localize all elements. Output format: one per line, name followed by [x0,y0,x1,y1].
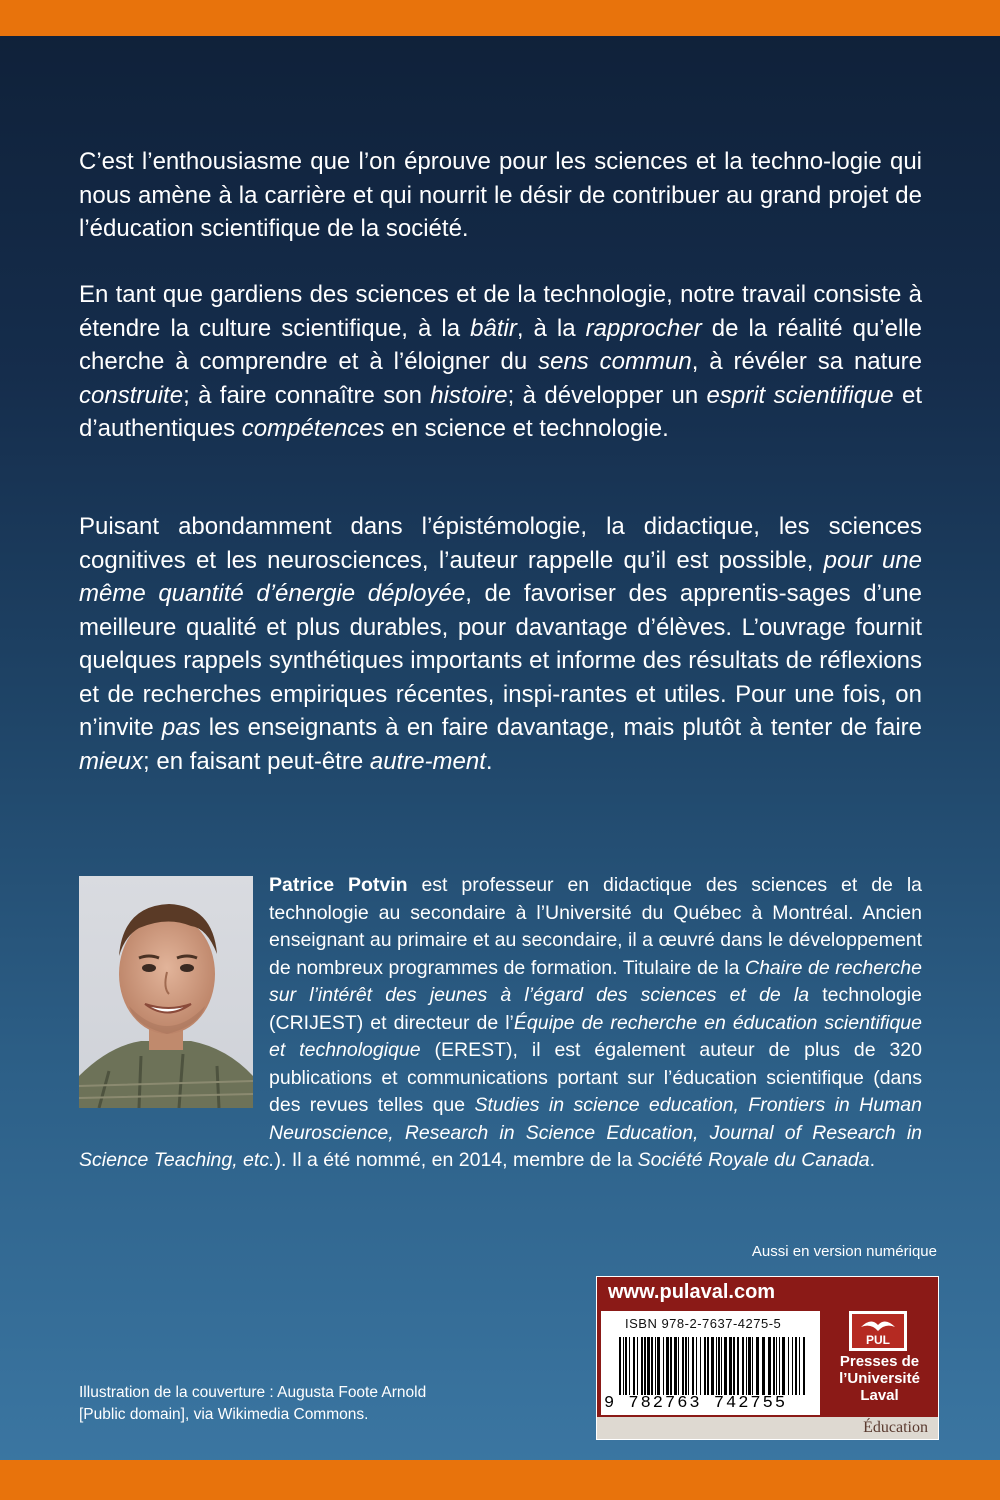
barcode-bar [651,1337,653,1395]
text-run: , de favoriser des apprentis-sages d’une meilleure qualité et plus durables, pour davantage d’élèves. L’ouvrage fournit quelques rappels synthétiques importants et informe des résultats de réflexions et de recherches empiriques récentes, inspi-rantes et utiles. Pour une fois, on n’invite [79,580,922,741]
barcode-bar [704,1337,706,1395]
barcode-bar [688,1337,689,1395]
top-orange-band [0,0,1000,36]
text-run: C’est l’enthousiasme que l’on éprouve pour les sciences et la techno-logie qui nous amène à la carrière et qui nourrit le désir de contribuer au grand projet de l’éducation scientifique de la société. [79,148,922,242]
barcode-bar [737,1337,739,1395]
barcode-bar [685,1337,687,1395]
barcode-bar [733,1337,735,1395]
text-run: est professeur en didactique des sciences et de la technologie au secondaire à l’Université du Québec à Montréal. Ancien enseignant au primaire et au secondaire, il a œuvré dans le développement de nombreux programmes de formation. Titulaire de la [269,874,922,979]
text-run: (EREST), il est également auteur de plus de 320 publications et communications portant sur l’éducation scientifique (dans des revues telles que [269,1039,922,1116]
barcode-bar [762,1337,765,1395]
barcode-bar [641,1337,643,1395]
barcode-bar [644,1337,646,1395]
barcode-bar [619,1337,621,1395]
text-run: en science et technologie. [384,415,669,442]
publisher-url[interactable]: www.pulaval.com [608,1281,776,1303]
ean-digits: 9 782763 742755 [604,1394,788,1413]
text-run: Puisant abondamment dans l’épistémologie, la didactique, les sciences cognitives et les neurosciences, l’auteur rappelle qu’il est possible, [79,513,922,574]
text-run: ; en faisant peut-être [143,747,370,775]
barcode-bar [700,1337,701,1395]
blurb-paragraph-3 [79,510,922,778]
barcode-bar [716,1337,717,1395]
barcode-bar [625,1337,627,1395]
barcode-area [601,1311,820,1415]
barcode [619,1337,809,1395]
text-run: technologie (CRIJEST) et directeur de l’ [269,984,922,1034]
text-run: . [869,1149,876,1171]
blurb-paragraph-2 [79,278,922,446]
text-run: mieux [79,747,144,775]
barcode-bar [803,1337,805,1395]
barcode-bar [623,1337,624,1395]
barcode-bar [788,1337,789,1395]
barcode-bar [707,1337,709,1395]
collection-band [597,1417,938,1439]
barcode-bar [655,1337,656,1395]
text-run: bâtir [470,314,517,342]
author-bio [79,872,922,1175]
barcode-bar [670,1337,672,1395]
barcode-bar [647,1337,650,1395]
barcode-bar [674,1337,677,1395]
text-run: Équipe de recherche en éducation scientifique et technologique [269,1011,922,1061]
pul-logo-text: PUL [866,1333,890,1347]
text-run: rapprocher [585,314,702,342]
text-run: , à révéler sa nature [691,348,923,375]
barcode-bar [724,1337,727,1395]
cover-illustration-credit: Illustration de la couverture : Augusta Foote Arnold [Public domain], via Wikimedia Commons. [79,1384,427,1423]
collection-label: Éducation [863,1419,928,1436]
barcode-bar [633,1337,635,1395]
barcode-bar [663,1337,664,1395]
text-run: ; à faire connaître son [183,381,431,409]
barcode-bar [748,1337,751,1395]
digital-version-note: Aussi en version numérique [751,1243,937,1260]
text-run: , à la [516,314,586,342]
isbn-publisher-box [596,1276,939,1440]
barcode-bar [792,1337,793,1395]
text-run: pas [161,714,201,741]
barcode-bar [746,1337,747,1395]
text-run: compétences [241,415,385,442]
barcode-bar [729,1337,732,1395]
text-run: histoire [430,381,508,409]
barcode-bar [682,1337,684,1395]
text-run: construite [79,381,184,409]
barcode-bar [782,1337,785,1395]
blurb-paragraph-1 [79,145,922,246]
barcode-bar [692,1337,694,1395]
barcode-bar [779,1337,780,1395]
text-run: autre-ment [369,747,486,775]
text-run: de la réalité qu’elle cherche à comprendre et à l’éloigner du [79,314,922,375]
barcode-bar [666,1337,669,1395]
text-run: En tant que gardiens des sciences et de la technologie, notre travail consiste à étendre la culture scientifique, à la [79,281,922,342]
barcode-bar [718,1337,720,1395]
text-run: les enseignants à en faire davantage, mais plutôt à tenter de faire [200,714,922,741]
text-run: . [485,747,493,775]
barcode-bar [629,1337,630,1395]
barcode-bar [752,1337,753,1395]
barcode-bar [768,1337,771,1395]
barcode-bar [696,1337,697,1395]
bottom-orange-band [0,1460,1000,1500]
text-run: pour une même quantité d’énergie déployée [79,546,922,607]
barcode-bar [721,1337,722,1395]
barcode-bar [711,1337,714,1395]
barcode-bar [795,1337,797,1395]
text-run: Société Royale du Canada [637,1149,870,1171]
barcode-bar [678,1337,679,1395]
text-run: ). Il a été nommé, en 2014, membre de la [274,1149,638,1171]
text-run: esprit scientifique [706,381,894,409]
barcode-bar [637,1337,638,1395]
text-run: Chaire de recherche sur l’intérêt des jeunes à l’égard des sciences et de la [269,956,922,1006]
text-run: sens commun [538,348,692,375]
barcode-bar [776,1337,777,1395]
barcode-bar [742,1337,744,1395]
barcode-bar [799,1337,800,1395]
barcode-bar [657,1337,660,1395]
pul-logo-icon [849,1311,907,1351]
text-run: ; à développer un [507,381,707,409]
text-run: Patrice Potvin [269,874,408,896]
isbn-number: ISBN 978-2-7637-4275-5 [625,1316,782,1331]
text-run: et d’authentiques [79,381,923,442]
publisher-name: Presses de l’Université Laval [839,1353,920,1404]
barcode-bar [756,1337,759,1395]
text-run: Studies in science education, Frontiers in Human Neuroscience, Research in Science Education, Journal of Research in Science Teaching, etc. [79,1094,922,1171]
barcode-bar [773,1337,775,1395]
